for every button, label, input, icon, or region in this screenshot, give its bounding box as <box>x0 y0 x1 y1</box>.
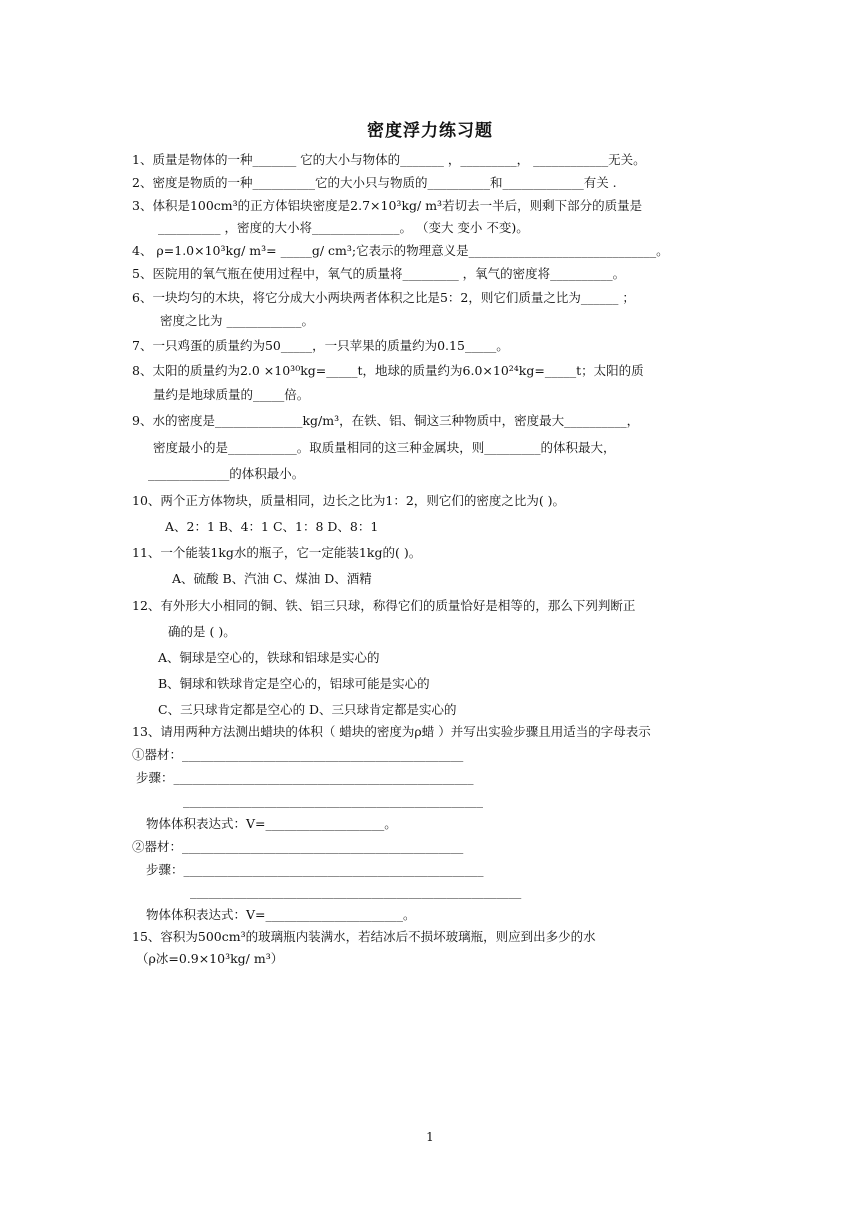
question-12-option-a: A、铜球是空心的，铁球和铝球是实心的 <box>158 650 380 665</box>
question-7: 7、一只鸡蛋的质量约为50_____，一只苹果的质量约为0.15_____。 <box>132 338 509 353</box>
method-2-steps-cont: _____________________________________________________ <box>190 884 522 899</box>
question-11-options: A、硫酸 B、汽油 C、煤油 D、酒精 <box>172 571 372 586</box>
question-2: 2、密度是物质的一种__________它的大小只与物质的__________和_____________有关 . <box>132 175 617 190</box>
method-1-materials: ①器材：_____________________________________________ <box>132 747 464 762</box>
method-1-steps-cont: ________________________________________________ <box>183 793 483 808</box>
question-15: 15、容积为500cm³的玻璃瓶内装满水，若结冰后不损坏玻璃瓶，则应到出多少的水 <box>132 929 596 944</box>
question-6-cont: 密度之比为 ____________。 <box>160 313 314 328</box>
question-12-cont: 确的是 ( )。 <box>168 624 236 639</box>
question-9-cont: 密度最小的是___________。取质量相同的这三种金属块，则_________的体积最大， <box>153 440 616 455</box>
method-2-steps: 步骤：________________________________________________ <box>146 862 484 877</box>
question-8: 8、太阳的质量约为2.0 ×10³⁰kg=_____t，地球的质量约为6.0×10²⁴kg=_____t；太阳的质 <box>132 363 644 378</box>
question-9-cont2: _____________的体积最小。 <box>148 466 305 481</box>
method-1-expression: 物体体积表达式：V=___________________。 <box>146 816 397 831</box>
method-2-materials: ②器材：_____________________________________________ <box>132 839 464 854</box>
method-1-steps: 步骤：________________________________________________ <box>136 770 474 785</box>
question-3-cont: __________ ，密度的大小将______________。 （变大 变小 不变)。 <box>158 220 529 235</box>
method-2-expression: 物体体积表达式：V=______________________。 <box>146 907 416 922</box>
question-4: 4、 ρ=1.0×10³kg/ m³= _____g/ cm³;它表示的物理意义是______________________________。 <box>132 243 669 258</box>
question-1: 1、质量是物体的一种_______ 它的大小与物体的_______ ，_________， ____________无关。 <box>132 152 646 167</box>
question-12-option-cd: C、三只球肯定都是空心的 D、三只球肯定都是实心的 <box>158 702 457 717</box>
question-12: 12、有外形大小相同的铜、铁、铝三只球，称得它们的质量恰好是相等的，那么下列判断正 <box>132 598 636 613</box>
question-9: 9、水的密度是______________kg/m³，在铁、铝、铜这三种物质中，密度最大__________， <box>132 413 640 428</box>
question-3: 3、体积是100cm³的正方体铝块密度是2.7×10³kg/ m³若切去一半后，则剩下部分的质量是 <box>132 198 643 213</box>
page-title: 密度浮力练习题 <box>367 121 493 141</box>
question-12-option-b: B、铜球和铁球肯定是空心的，铝球可能是实心的 <box>158 676 430 691</box>
question-8-cont: 量约是地球质量的_____倍。 <box>153 387 310 402</box>
question-13: 13、请用两种方法测出蜡块的体积（ 蜡块的密度为ρ蜡 ）并写出实验步骤且用适当的字母表示 <box>132 724 651 739</box>
question-10-options: A、2：1 B、4：1 C、1：8 D、8：1 <box>165 519 379 534</box>
question-6: 6、一块均匀的木块，将它分成大小两块两者体积之比是5：2，则它们质量之比为______ ； <box>132 290 635 305</box>
page-number: 1 <box>426 1130 434 1144</box>
question-11: 11、一个能装1kg水的瓶子，它一定能装1kg的( )。 <box>132 545 422 560</box>
question-5: 5、医院用的氧气瓶在使用过程中，氧气的质量将_________ ，氧气的密度将__________。 <box>132 266 626 281</box>
question-15-cont: （ρ冰=0.9×10³kg/ m³） <box>136 951 284 966</box>
question-10: 10、两个正方体物块，质量相同，边长之比为1：2，则它们的密度之比为( )。 <box>132 493 566 508</box>
